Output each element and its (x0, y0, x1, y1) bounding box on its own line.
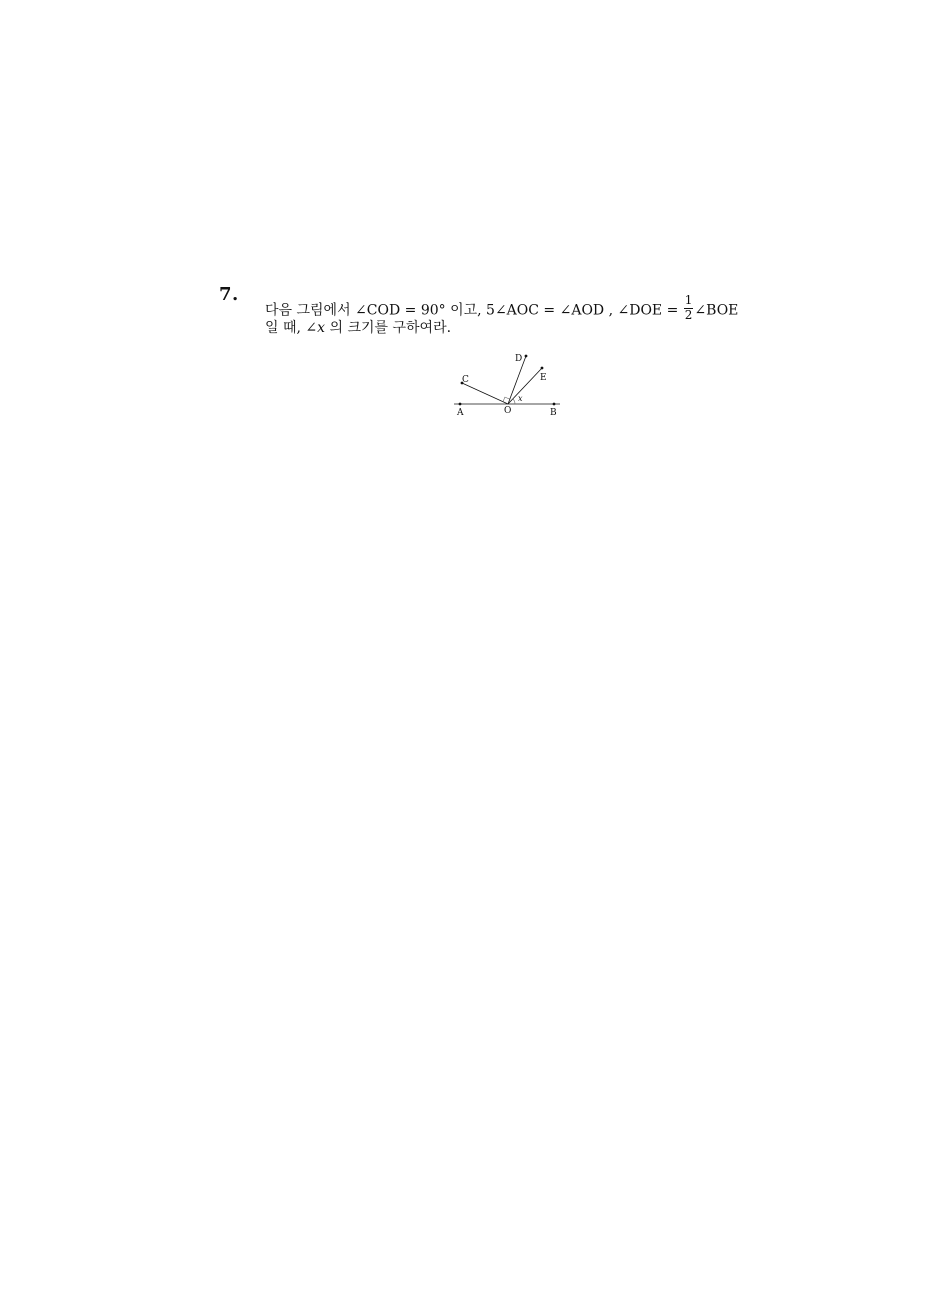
fraction-denominator: 2 (684, 307, 693, 322)
question-line-2 (265, 321, 451, 335)
label-d: D (515, 354, 523, 364)
label-b: B (550, 408, 557, 418)
question-text-part2: ∠BOE (694, 302, 739, 319)
label-x: x (518, 394, 523, 403)
point-d (525, 355, 528, 358)
label-a: A (457, 408, 464, 418)
point-b (553, 403, 556, 406)
angle-diagram (450, 350, 565, 422)
label-e: E (540, 373, 547, 383)
label-c: C (462, 375, 469, 385)
question-text-part3: 일 때, ∠ (265, 320, 318, 336)
ray-oc (462, 383, 508, 404)
right-angle-mark (503, 397, 510, 402)
label-o: O (504, 406, 512, 416)
question-number: 7. (219, 284, 239, 305)
variable-x: x (317, 320, 326, 336)
fraction-numerator: 1 (684, 293, 693, 307)
point-a (459, 403, 462, 406)
angle-x-arc (513, 399, 515, 404)
question-text-part1: 다음 그림에서 ∠COD = 90° 이고, 5∠AOC = ∠AOD , ∠DOE = (265, 302, 683, 319)
question-text-part4: 의 크기를 구하여라. (325, 320, 452, 336)
fraction-one-half (684, 294, 694, 323)
point-e (541, 367, 544, 370)
ray-oe (508, 368, 542, 404)
